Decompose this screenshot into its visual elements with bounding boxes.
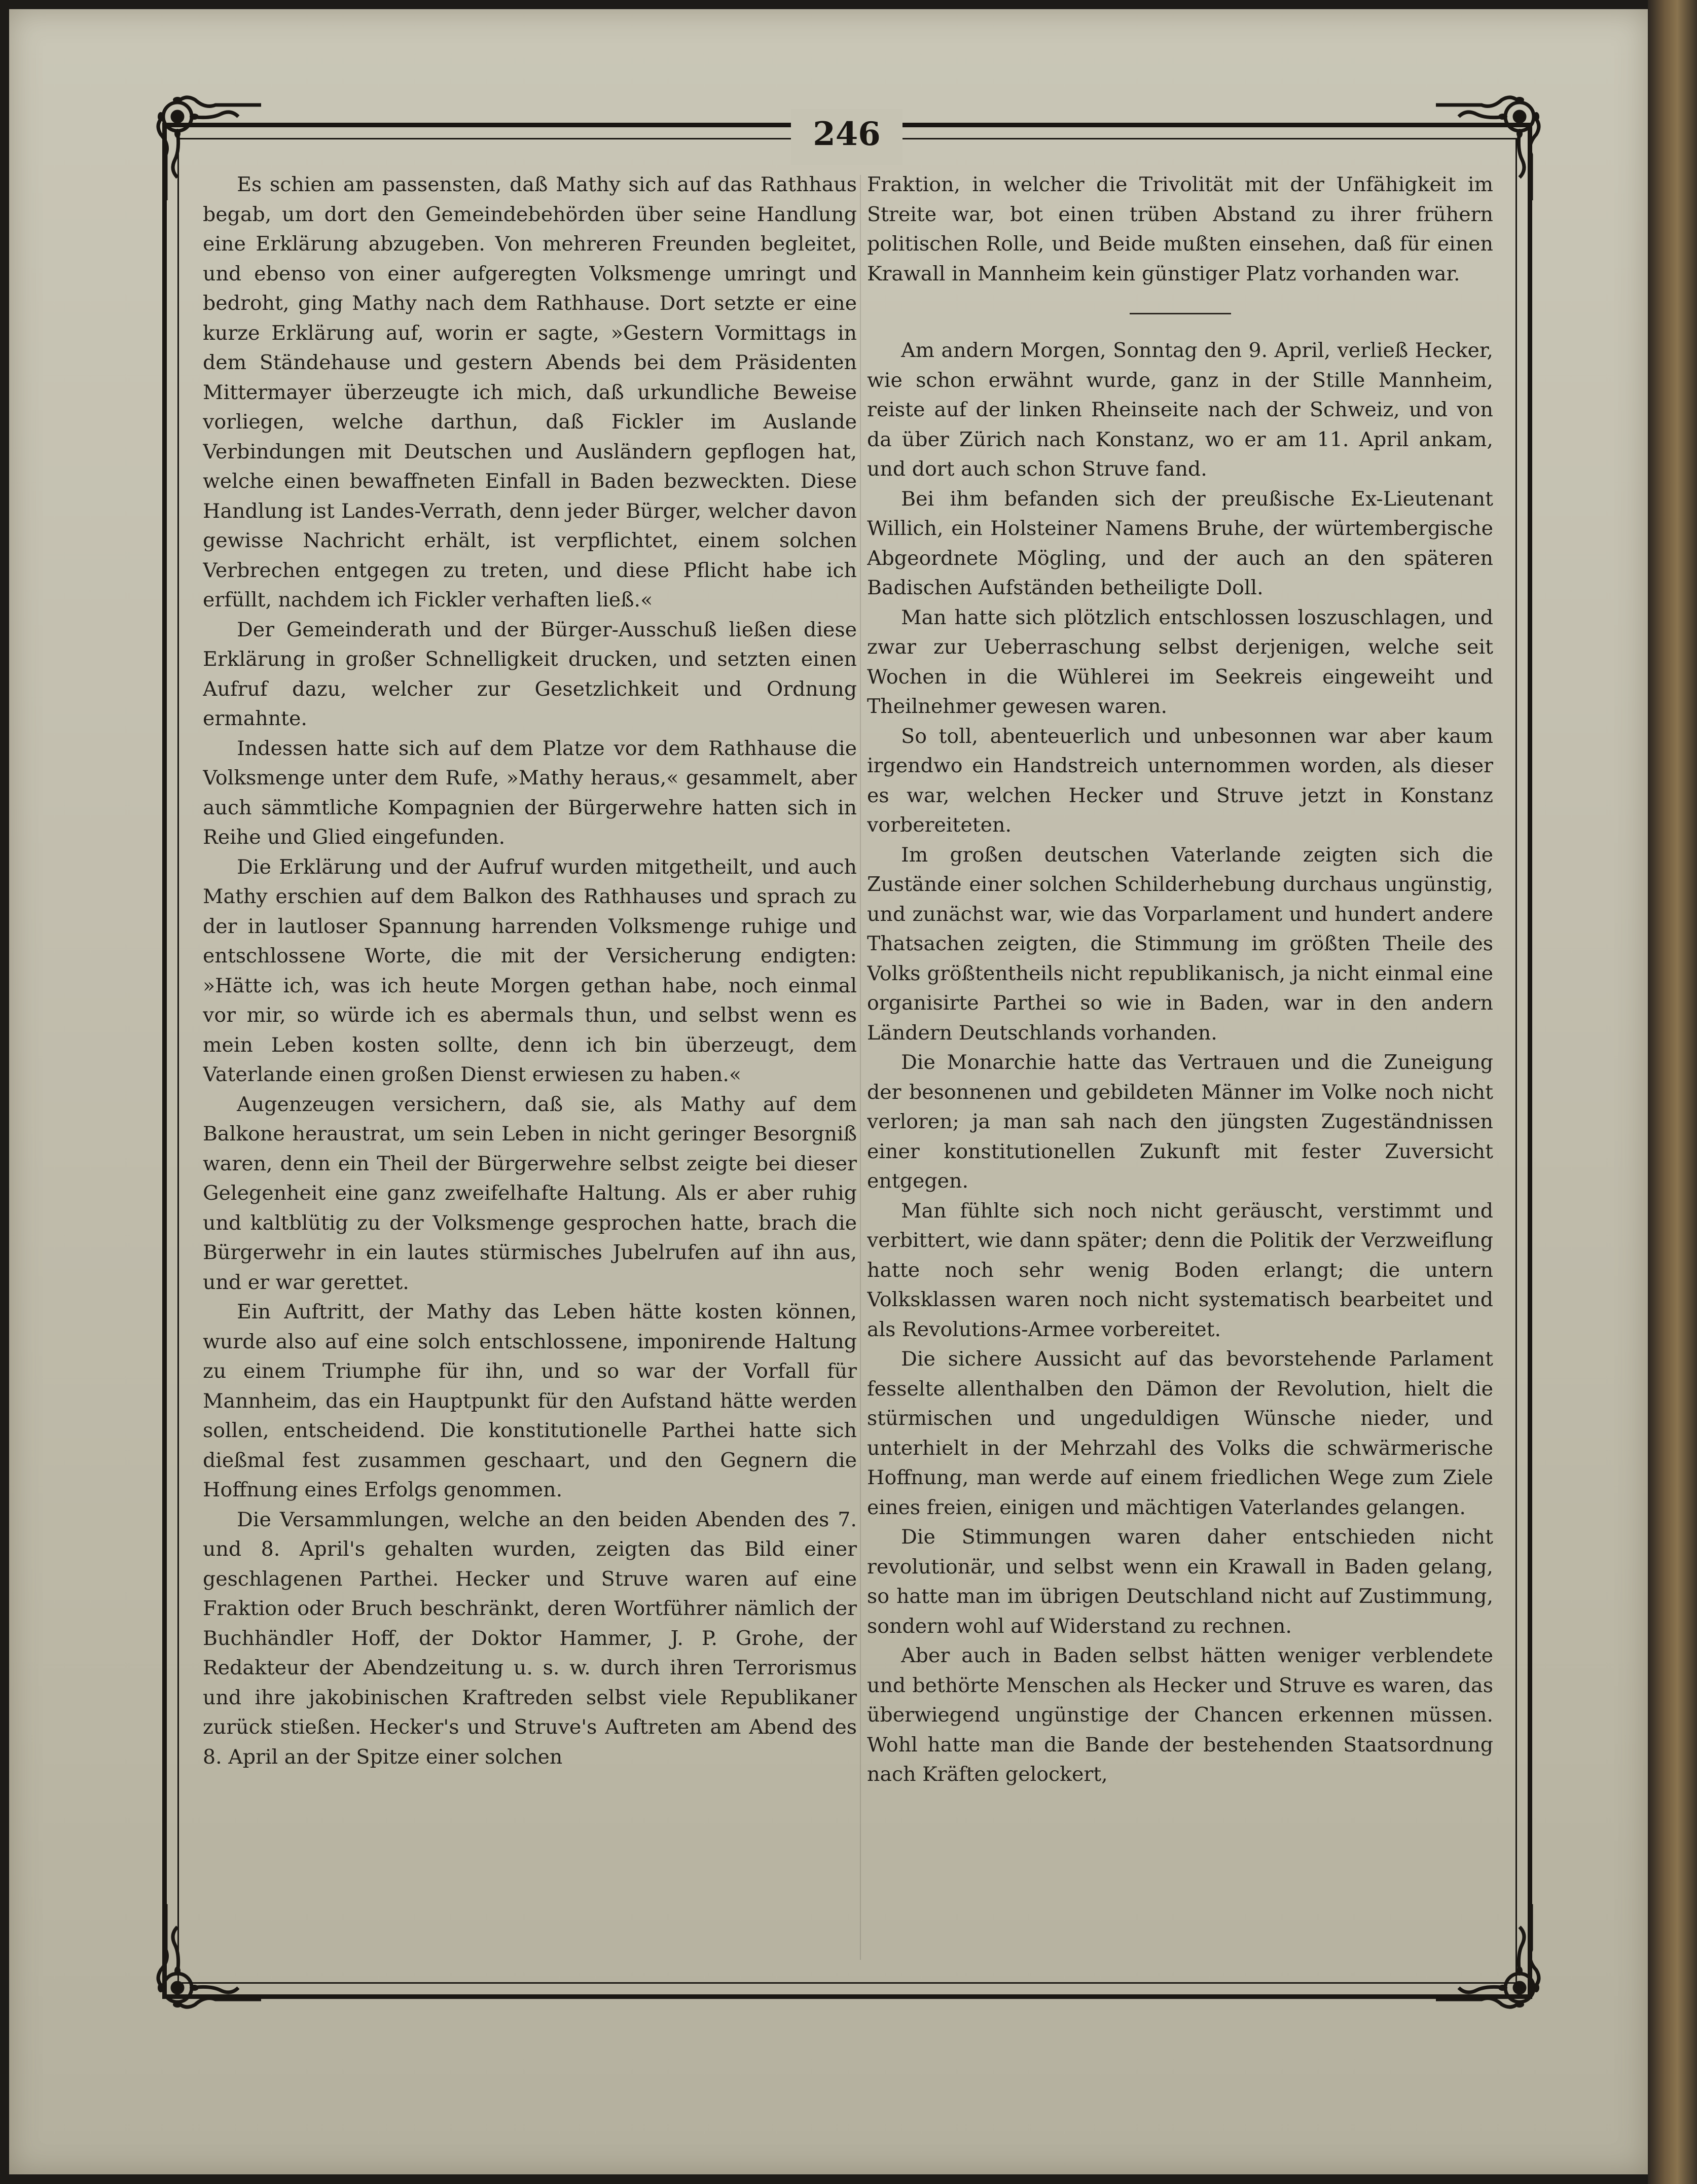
left-column (203, 170, 857, 1975)
paragraph: Man fühlte sich noch nicht geräuscht, verstimmt und verbittert, wie dann später; denn die Politik der Verzweiflung hatte noch sehr wenig Boden erlangt; die untern Volksklassen waren noch nicht systematisch bearbeitet und als Revolutions-Armee vorbereitet. (867, 1199, 1493, 1341)
section-divider (1130, 313, 1231, 314)
column-gutter (860, 175, 861, 1960)
paragraph: Die Stimmungen waren daher entschieden nicht revolutionär, und selbst wenn ein Krawall in Baden gelang, so hatte man im übrigen Deutschland nicht auf Zustimmung, sondern wohl auf Widerstand zu rechnen. (867, 1525, 1493, 1638)
paragraph: Die Erklärung und der Aufruf wurden mitgetheilt, und auch Mathy erschien auf dem Balkon des Rathhauses und sprach zu der in lautloser Spannung harrenden Volksmenge ruhige und entschlossene Worte, die mit der Versicherung endigten: »Hätte ich, was ich heute Morgen gethan habe, noch einmal vor mir, so würde ich es abermals thun, und selbst wenn es mein Leben kosten sollte, denn ich bin überzeugt, dem Vaterlande einen großen Dienst erwiesen zu haben.« (203, 855, 857, 1086)
paragraph: Man hatte sich plötzlich entschlossen loszuschlagen, und zwar zur Ueberraschung selbst derjenigen, welche seit Wochen in die Wühlerei im Seekreis eingeweiht und Theilnehmer gewesen waren. (867, 605, 1493, 718)
paragraph: Im großen deutschen Vaterlande zeigten sich die Zustände einer solchen Schilderhebung durchaus ungünstig, und zunächst war, wie das Vorparlament und hundert andere Thatsachen zeigten, die Stimmung im größten Theile des Volks größtentheils nicht republikanisch, ja nicht einmal eine organisirte Parthei so wie in Baden, war in den andern Ländern Deutschlands vorhanden. (867, 843, 1493, 1045)
paragraph: Ein Auftritt, der Mathy das Leben hätte kosten können, wurde also auf eine solch entschlossene, imponirende Haltung zu einem Triumphe für ihn, und so war der Vorfall für Mannheim, das ein Hauptpunkt für den Aufstand hätte werden sollen, entscheidend. Die konstitutionelle Parthei hatte sich dießmal fest zusammen geschaart, und den Gegnern die Hoffnung eines Erfolgs genommen. (203, 1300, 857, 1501)
book-binding-edge (1648, 0, 1697, 2184)
paragraph: Indessen hatte sich auf dem Platze vor dem Rathhause die Volksmenge unter dem Rufe, »Mathy heraus,« gesammelt, aber auch sämmtliche Kompagnien der Bürgerwehre hatten sich in Reihe und Glied eingefunden. (203, 736, 857, 849)
paragraph: Die Versammlungen, welche an den beiden Abenden des 7. und 8. April's gehalten wurden, zeigten das Bild einer geschlagenen Parthei. Hecker und Struve waren auf eine Fraktion oder Bruch beschränkt, deren Wortführer nämlich der Buchhändler Hoff, der Doktor Hammer, J. P. Grohe, der Redakteur der Abendzeitung u. s. w. durch ihren Terrorismus und ihre jakobinischen Kraftreden selbst viele Republikaner zurück stießen. Hecker's und Struve's Auftreten am Abend des 8. April an der Spitze einer solchen (203, 1508, 857, 1769)
paragraph: Am andern Morgen, Sonntag den 9. April, verließ Hecker, wie schon erwähnt wurde, ganz in der Stille Mannheim, reiste auf der linken Rheinseite nach der Schweiz, und von da über Zürich nach Konstanz, wo er am 11. April ankam, und dort auch schon Struve fand. (867, 339, 1493, 481)
paragraph: Aber auch in Baden selbst hätten weniger verblendete und bethörte Menschen als Hecker und Struve es waren, das überwiegend ungünstige der Chancen erkennen müssen. Wohl hatte man die Bande der bestehenden Staatsordnung nach Kräften gelockert, (867, 1644, 1493, 1786)
right-column (867, 170, 1493, 1975)
paragraph: Bei ihm befanden sich der preußische Ex-Lieutenant Willich, ein Holsteiner Namens Bruhe, der würtembergische Abgeordnete Mögling, und der auch an den späteren Badischen Aufständen betheiligte Doll. (867, 487, 1493, 599)
paragraph: Die sichere Aussicht auf das bevorstehende Parlament fesselte allenthalben den Dämon der Revolution, hielt die stürmischen und ungeduldigen Wünsche nieder, und unterhielt in der Mehrzahl des Volks die schwärmerische Hoffnung, man werde auf einem friedlichen Wege zum Ziele eines freien, einigen und mächtigen Vaterlandes gelangen. (867, 1347, 1493, 1519)
paragraph: Augenzeugen versichern, daß sie, als Mathy auf dem Balkone heraustrat, um sein Leben in nicht geringer Besorgniß waren, denn ein Theil der Bürgerwehre selbst zeigte bei dieser Gelegenheit eine ganz zweifelhafte Haltung. Als er aber ruhig und kaltblütig zu der Volksmenge gesprochen hatte, brach die Bürgerwehr in ein lautes stürmisches Jubelrufen auf ihn aus, und er war gerettet. (203, 1092, 857, 1294)
paragraph: Es schien am passensten, daß Mathy sich auf das Rathhaus begab, um dort den Gemeindebehörden über seine Handlung eine Erklärung abzugeben. Von mehreren Freunden begleitet, und ebenso von einer aufgeregten Volksmenge umringt und bedroht, ging Mathy nach dem Rathhause. Dort setzte er eine kurze Erklärung auf, worin er sagte, »Gestern Vormittags in dem Ständehause und gestern Abends bei dem Präsidenten Mittermayer überzeugte ich mich, daß urkundliche Beweise vorliegen, welche darthun, daß Fickler im Auslande Verbindungen mit Deutschen und Ausländern gepflogen hat, welche einen bewaffneten Einfall in Baden bezweckten. Diese Handlung ist Landes-Verrath, denn jeder Bürger, welcher davon gewisse Nachricht erhält, ist verpflichtet, einem solchen Verbrechen entgegen zu treten, und diese Pflicht habe ich erfüllt, nachdem ich Fickler verhaften ließ.« (203, 173, 857, 612)
paragraph: So toll, abenteuerlich und unbesonnen war aber kaum irgendwo ein Handstreich unternommen worden, als dieser es war, welchen Hecker und Struve jetzt in Konstanz vorbereiteten. (867, 724, 1493, 837)
paragraph-continued: Fraktion, in welcher die Trivolität mit der Unfähigkeit im Streite war, bot einen trüben Abstand zu ihrer frühern politischen Rolle, und Beide mußten einsehen, daß für einen Krawall in Mannheim kein günstiger Platz vorhanden war. (867, 173, 1493, 285)
paragraph: Der Gemeinderath und der Bürger-Ausschuß ließen diese Erklärung in großer Schnelligkeit drucken, und setzten einen Aufruf dazu, welcher zur Gesetzlichkeit und Ordnung ermahnte. (203, 618, 857, 730)
page-number: 246 (791, 109, 902, 165)
paragraph: Die Monarchie hatte das Vertrauen und die Zuneigung der besonnenen und gebildeten Männer im Volke noch nicht verloren; ja man sah nach den jüngsten Zugeständnissen einer konstitutionellen Zukunft mit fester Zuversicht entgegen. (867, 1051, 1493, 1193)
